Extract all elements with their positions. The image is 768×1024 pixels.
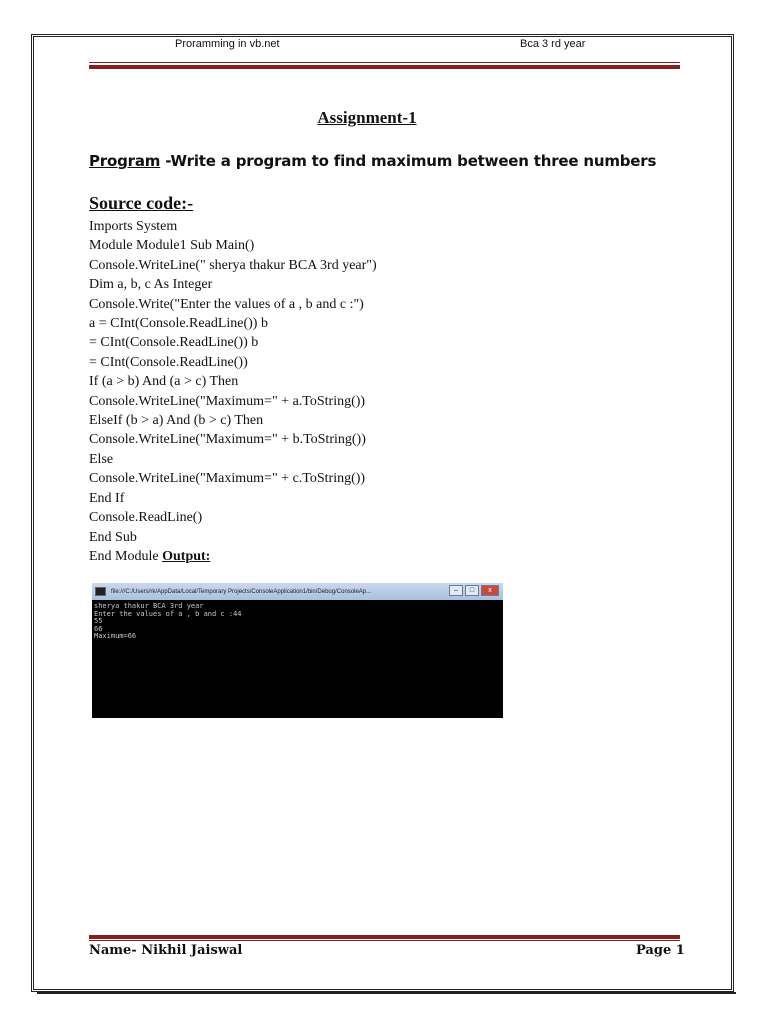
code-line: Imports System <box>89 219 178 234</box>
console-title-bar <box>92 583 503 600</box>
header-rule-thin <box>89 62 680 63</box>
console-line: Maximum=66 <box>94 632 137 640</box>
code-line: Console.WriteLine("Maximum=" + b.ToString()) <box>89 432 366 448</box>
console-window-buttons <box>449 585 499 596</box>
code-line: If (a > b) And (a > c) Then <box>89 374 239 390</box>
code-line: ElseIf (b > a) And (b > c) Then <box>89 413 264 429</box>
console-output <box>92 600 503 644</box>
console-line: sherya thakur BCA 3rd year <box>94 602 204 610</box>
code-line: = CInt(Console.ReadLine()) b <box>89 335 259 351</box>
assignment-title: Assignment-1 <box>317 108 417 127</box>
header-subject: Proramming in vb.net <box>175 38 280 50</box>
code-line: Console.Write("Enter the values of a , b and c :") <box>89 296 364 312</box>
program-statement <box>89 152 656 170</box>
code-line: End Sub <box>89 529 137 545</box>
program-label: Program <box>89 152 161 170</box>
header-class: Bca 3 rd year <box>520 38 586 50</box>
program-text: -Write a program to find maximum between three numbers <box>160 152 657 170</box>
console-title: file:///C:/Users/rk/AppData/Local/Temporary Projects/ConsoleApplication1/bin/Debug/ConsoleAp... <box>111 588 372 595</box>
footer-page-number: Page 1 <box>636 943 685 958</box>
minimize-icon: – <box>449 585 463 596</box>
close-icon: x <box>481 585 499 596</box>
footer-author-name: Name- Nikhil Jaiswal <box>89 943 243 958</box>
code-line-last <box>89 547 377 566</box>
code-line: a = CInt(Console.ReadLine()) b <box>89 316 268 332</box>
code-line-end-module: End Module <box>89 548 163 564</box>
code-line: = CInt(Console.ReadLine()) <box>89 354 248 370</box>
source-code-heading: Source code:- <box>89 193 194 213</box>
header-rule-thick <box>89 65 680 69</box>
code-line: Console.WriteLine("Maximum=" + c.ToString()) <box>89 471 366 487</box>
console-line: 66 <box>94 624 103 633</box>
code-line: Else <box>89 451 114 467</box>
footer-rule-thin <box>89 940 680 941</box>
footer-rule-thick <box>89 935 680 939</box>
code-line: Dim a, b, c As Integer <box>89 277 213 293</box>
maximize-icon: □ <box>465 585 479 596</box>
console-app-icon <box>95 587 106 596</box>
console-window-screenshot <box>92 583 503 718</box>
code-line: Console.WriteLine("Maximum=" + a.ToString()) <box>89 393 366 409</box>
code-line: Module Module1 Sub Main() <box>89 238 255 254</box>
output-label: Output: <box>162 548 211 564</box>
console-line: Enter the values of a , b and c :44 <box>94 609 242 618</box>
console-line: 55 <box>94 617 103 625</box>
source-code-block <box>89 217 377 566</box>
code-line: End If <box>89 490 125 506</box>
code-line: Console.WriteLine(" sherya thakur BCA 3rd year") <box>89 257 377 273</box>
code-line: Console.ReadLine() <box>89 510 203 526</box>
